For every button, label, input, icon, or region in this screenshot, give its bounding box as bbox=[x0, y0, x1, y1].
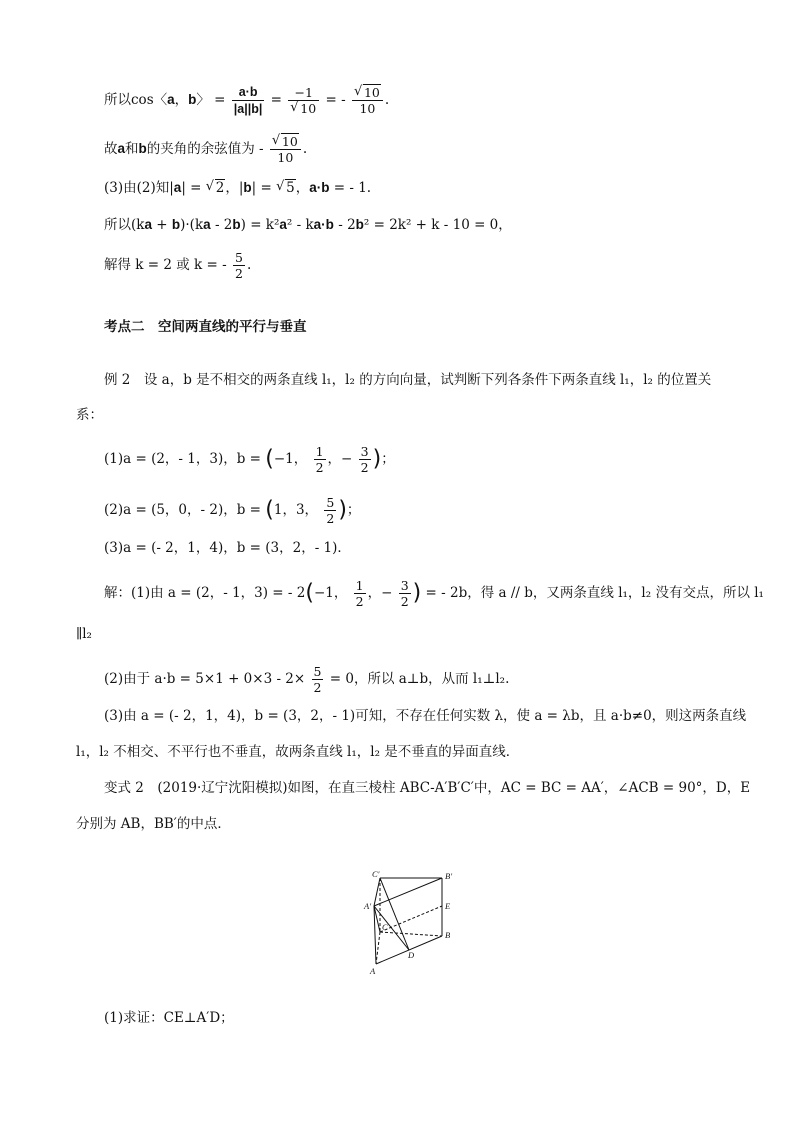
fraction-sqrt10: √ $\frac{10}{10}$ bbox=[352, 85, 383, 116]
edge-C1D bbox=[380, 878, 409, 950]
case1-line: (1)a = (2，- 1，3)，b = (−1， $\frac{1}{2}$ ，− $\frac{3}{2}$ )； bbox=[104, 444, 395, 475]
fraction-answer: √ $\frac{10}{10}$ bbox=[270, 134, 301, 165]
variant2-line1: 变式 2 (2019·辽宁沈阳模拟)如图，在直三棱柱 ABC-A′B′C′中，AC = BC = AA′，∠ACB = 90°，D，E bbox=[104, 780, 751, 796]
cosine-answer-line: 故a和b的夹角的余弦值为 - √ $\frac{10}{10}$ . bbox=[104, 134, 307, 165]
fraction-3-2b: $\frac{3}{2}$ bbox=[400, 578, 409, 609]
label-C1: C′ bbox=[372, 869, 380, 879]
edge-CB bbox=[380, 932, 442, 936]
label-A1: A′ bbox=[364, 901, 372, 911]
fraction-5-2: $\frac{5}{2}$ bbox=[234, 250, 243, 281]
variant2-line2: 分别为 AB，BB′的中点． bbox=[76, 816, 231, 832]
edge-CE bbox=[380, 906, 442, 932]
part3-given-line: (3)由(2)知|a| = √ 2，|b| = √ 5，a·b = - 1. bbox=[104, 178, 371, 198]
solution1-cont: ∥l₂ bbox=[76, 626, 92, 642]
solution1-line: 解：(1)由 a = (2，- 1，3) = - 2(−1， $\frac{1}{2}$ ，− $\frac{3}{2}$ ) = - 2b，得 a // b，又两条直线 l₁，l₂ 没有交点，所以 l₁ bbox=[104, 578, 764, 609]
label-B: B bbox=[445, 930, 451, 940]
label-E: E bbox=[445, 901, 451, 911]
label-B1: B′ bbox=[445, 871, 453, 881]
fraction-1-2b: $\frac{1}{2}$ bbox=[355, 578, 364, 609]
fraction-1-2: $\frac{1}{2}$ bbox=[315, 444, 324, 475]
case2-line: (2)a = (5，0，- 2)，b = (1，3， $\frac{5}{2}$ )； bbox=[104, 495, 361, 526]
label-C: C bbox=[382, 922, 388, 932]
edge-A1B1 bbox=[374, 878, 442, 906]
fraction-5-2c: $\frac{5}{2}$ bbox=[313, 664, 322, 695]
section-heading: 考点二 空间两直线的平行与垂直 bbox=[104, 319, 307, 335]
question1-line: (1)求证：CE⊥A′D； bbox=[104, 1010, 234, 1026]
example2-line1: 例 2 设 a，b 是不相交的两条直线 l₁，l₂ 的方向向量，试判断下列各条件下两条直线 l₁，l₂ 的位置关 bbox=[104, 372, 712, 388]
fraction-neg1: −1 √ 10 bbox=[288, 85, 319, 116]
edge-CA bbox=[376, 932, 380, 964]
case3-line: (3)a = (- 2，1，4)，b = (3，2，- 1)． bbox=[104, 540, 351, 556]
example2-line2: 系： bbox=[76, 407, 103, 423]
edge-C1A1 bbox=[374, 878, 380, 906]
fraction-5-2b: $\frac{5}{2}$ bbox=[326, 495, 335, 526]
cos-line: 所以cos〈a，b〉 = $\frac{a\cdot b}{|a||b|}$ = −1 √ 10 = - √ $\frac{10}{10}$ . bbox=[104, 84, 389, 117]
label-A: A bbox=[370, 966, 376, 976]
expansion-line: 所以(ka + b)·(ka - 2b) = k²a² - ka·b - 2b² = 2k² + k - 10 = 0， bbox=[104, 217, 512, 233]
solution3-line2: l₁，l₂ 不相交、不平行也不垂直，故两条直线 l₁，l₂ 是不垂直的异面直线． bbox=[76, 744, 520, 760]
fraction-3-2: $\frac{3}{2}$ bbox=[360, 444, 369, 475]
solve-k-line: 解得 k = 2 或 k = - $\frac{5}{2}$ . bbox=[104, 250, 252, 281]
solution3-line1: (3)由 a = (- 2，1，4)，b = (3，2，- 1)可知，不存在任何实数 λ，使 a = λb，且 a·b≠0，则这两条直线 bbox=[104, 708, 747, 724]
solution2-line: (2)由于 a·b = 5×1 + 0×3 - 2× $\frac{5}{2}$ = 0，所以 a⊥b，从而 l₁⊥l₂. bbox=[104, 664, 510, 695]
prism-figure bbox=[362, 866, 472, 976]
fraction-ab: $\frac{a\cdot b}{|a||b|}$ bbox=[233, 85, 263, 116]
label-D: D bbox=[408, 950, 415, 960]
